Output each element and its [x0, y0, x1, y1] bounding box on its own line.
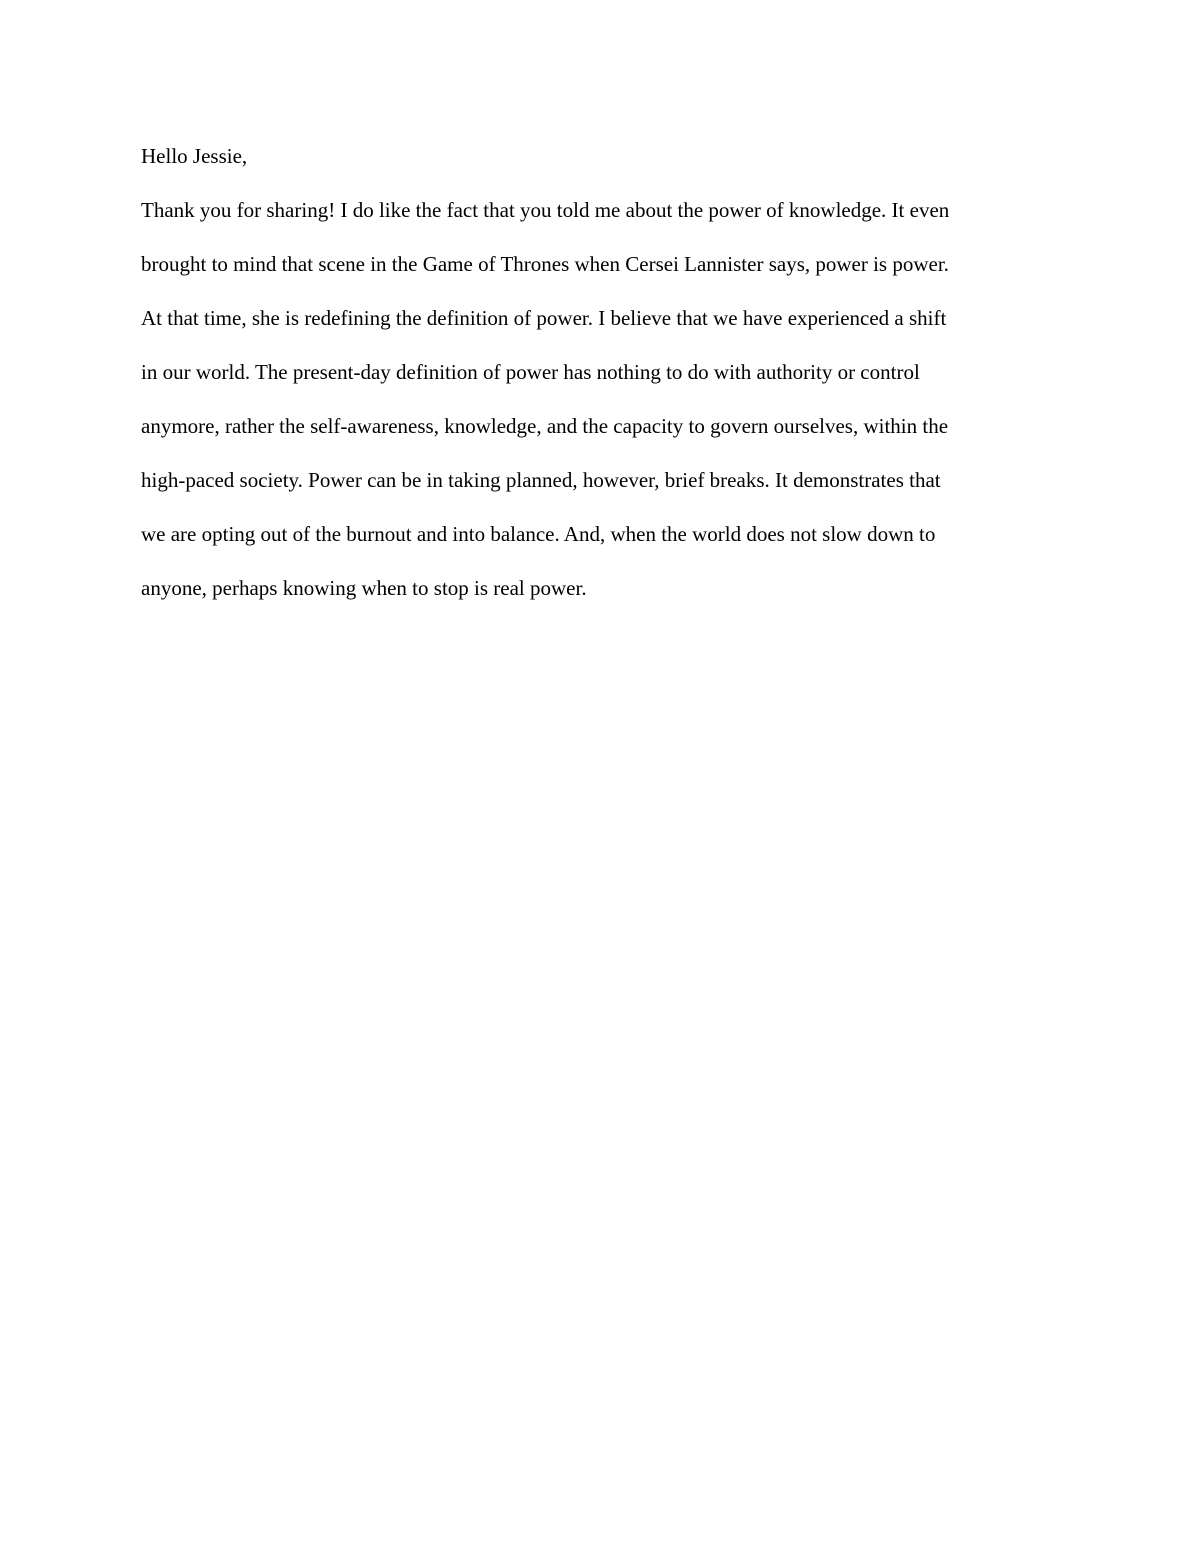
paragraph-line: Thank you for sharing! I do like the fact that you told me about the power of knowledge. It even [141, 198, 950, 222]
paragraph-line: anyone, perhaps knowing when to stop is real power. [141, 576, 587, 600]
greeting: Hello Jessie, [141, 144, 248, 168]
paragraph-line: At that time, she is redefining the definition of power. I believe that we have experienced a shift [141, 306, 947, 330]
paragraph-line: brought to mind that scene in the Game of Thrones when Cersei Lannister says, power is power. [141, 252, 949, 276]
paragraph-line: in our world. The present-day definition of power has nothing to do with authority or control [141, 360, 920, 384]
paragraph-line: high-paced society. Power can be in taking planned, however, brief breaks. It demonstrates that [141, 468, 941, 492]
paragraph-line: anymore, rather the self-awareness, knowledge, and the capacity to govern ourselves, within the [141, 414, 949, 438]
paragraph-line: we are opting out of the burnout and into balance. And, when the world does not slow down to [141, 522, 936, 546]
letter-body [141, 139, 1061, 625]
